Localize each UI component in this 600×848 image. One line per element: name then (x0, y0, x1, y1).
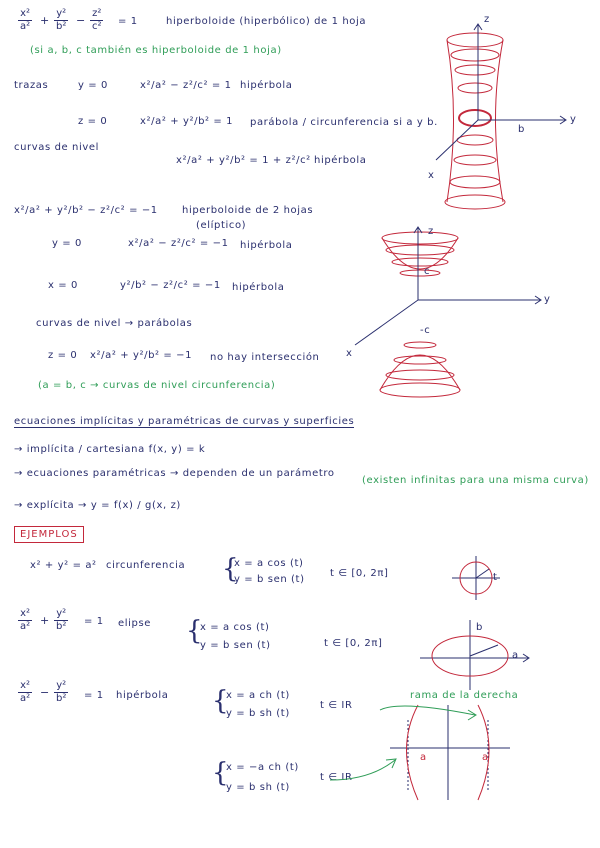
e3-dom: t ∈ IR (320, 700, 353, 711)
axis-y-label: y (570, 114, 577, 125)
ejemplos-label: EJEMPLOS (14, 526, 84, 543)
e2-frac-y: $\frac{\text{y²}}{\text{b²}}$ (56, 608, 67, 632)
e3-p2: y = b sh (t) (226, 708, 290, 719)
frac-z-c: $\frac{\text{z²}}{\text{c²}}$ (92, 8, 102, 32)
traza-z-eq: x²/a² + y²/b² = 1 (140, 116, 234, 127)
e4-p2: y = b sh (t) (226, 782, 290, 793)
label-neg-c: -c (420, 325, 431, 336)
circle-t-label: t (493, 572, 498, 583)
label-c: c (424, 266, 431, 277)
section2-eq: x²/a² + y²/b² − z²/c² = −1 (14, 205, 158, 216)
axis-x-label: x (428, 170, 435, 181)
hyp-right-a-label: a (482, 752, 489, 763)
trazas-label: trazas (14, 80, 49, 91)
s2-t2-res: hipérbola (232, 282, 285, 293)
axis-y2-label: y (544, 294, 551, 305)
s2-z0-res: no hay intersección (210, 352, 320, 363)
s3-line2: → ecuaciones paramétricas → dependen de un parámetro (14, 468, 335, 479)
section1-note: (si a, b, c también es hiperboloide de 1 hoja) (30, 45, 282, 56)
e2-plus: + (40, 614, 50, 627)
e3-minus: − (40, 686, 50, 699)
s2-t1-eq: x²/a² − z²/c² = −1 (128, 238, 229, 249)
hyp-left-a-label: a (420, 752, 427, 763)
traza-z: z = 0 (78, 116, 108, 127)
e1-name: circunferencia (106, 560, 186, 571)
ellipse-a-label: a (512, 650, 519, 661)
axis-z2-label: z (428, 226, 434, 237)
e1-dom: t ∈ [0, 2π] (330, 568, 389, 579)
section2-title: hiperboloide de 2 hojas (182, 205, 314, 216)
axis-x2-label: x (346, 348, 353, 359)
axis-z-label: z (484, 14, 490, 25)
section1-title: hiperboloide (hiperbólico) de 1 hoja (166, 16, 367, 27)
e2-rhs: = 1 (84, 616, 104, 627)
plus-sign: + (40, 14, 50, 27)
section3-heading: ecuaciones implícitas y paramétricas de curvas y superficies (14, 416, 355, 427)
frac-x-a: $\frac{\text{x²}}{\text{a²}}$ (20, 8, 31, 32)
s2-t1-res: hipérbola (240, 240, 293, 251)
rhs: = 1 (118, 16, 138, 27)
e1-brace: { (222, 554, 239, 584)
s3-line3: → explícita → y = f(x) / g(x, z) (14, 500, 181, 511)
s2-t2-eq: y²/b² − z²/c² = −1 (120, 280, 221, 291)
e4-p1: x = −a ch (t) (226, 762, 299, 773)
s2-z0: z = 0 (48, 350, 78, 361)
s2-t1: y = 0 (52, 238, 83, 249)
ellipse-b-label: b (476, 622, 483, 633)
curvas-eq: x²/a² + y²/b² = 1 + z²/c² (176, 155, 311, 166)
section2-title2: (elíptico) (196, 220, 247, 231)
frac-y-b: $\frac{\text{y²}}{\text{b²}}$ (56, 8, 67, 32)
e3-rama: rama de la derecha (410, 690, 519, 701)
e3-brace: { (212, 686, 229, 716)
traza-y-res: hipérbola (240, 80, 293, 91)
e3-rhs: = 1 (84, 690, 104, 701)
s2-z0-eq: x²/a² + y²/b² = −1 (90, 350, 193, 361)
e3-frac-x: $\frac{\text{x²}}{\text{a²}}$ (20, 680, 31, 704)
s3-line1: → implícita / cartesiana f(x, y) = k (14, 444, 206, 455)
e1-eq: x² + y² = a² (30, 560, 97, 571)
label-b: b (518, 124, 525, 135)
e3-p1: x = a ch (t) (226, 690, 290, 701)
s2-t2: x = 0 (48, 280, 79, 291)
minus-sign: − (76, 14, 86, 27)
curvas-label: curvas de nivel (14, 142, 100, 153)
e3-name: hipérbola (116, 690, 169, 701)
e2-frac-x: $\frac{\text{x²}}{\text{a²}}$ (20, 608, 31, 632)
e2-p1: x = a cos (t) (200, 622, 270, 633)
e2-brace: { (186, 616, 203, 646)
e3-frac-y: $\frac{\text{y²}}{\text{b²}}$ (56, 680, 67, 704)
e4-brace: { (212, 758, 229, 788)
e2-name: elipse (118, 618, 152, 629)
traza-y: y = 0 (78, 80, 109, 91)
e2-p2: y = b sen (t) (200, 640, 271, 651)
s2-curvas: curvas de nivel → parábolas (36, 318, 193, 329)
e1-p1: x = a cos (t) (234, 558, 304, 569)
e1-p2: y = b sen (t) (234, 574, 305, 585)
s3-line2-note: (existen infinitas para una misma curva) (362, 475, 589, 486)
traza-y-eq: x²/a² − z²/c² = 1 (140, 80, 232, 91)
curvas-res: hipérbola (314, 155, 367, 166)
s2-note: (a = b, c → curvas de nivel circunferencia) (38, 380, 276, 391)
e2-dom: t ∈ [0, 2π] (324, 638, 383, 649)
e4-dom: t ∈ IR (320, 772, 353, 783)
traza-z-res: parábola / circunferencia si a y b. (250, 117, 438, 128)
